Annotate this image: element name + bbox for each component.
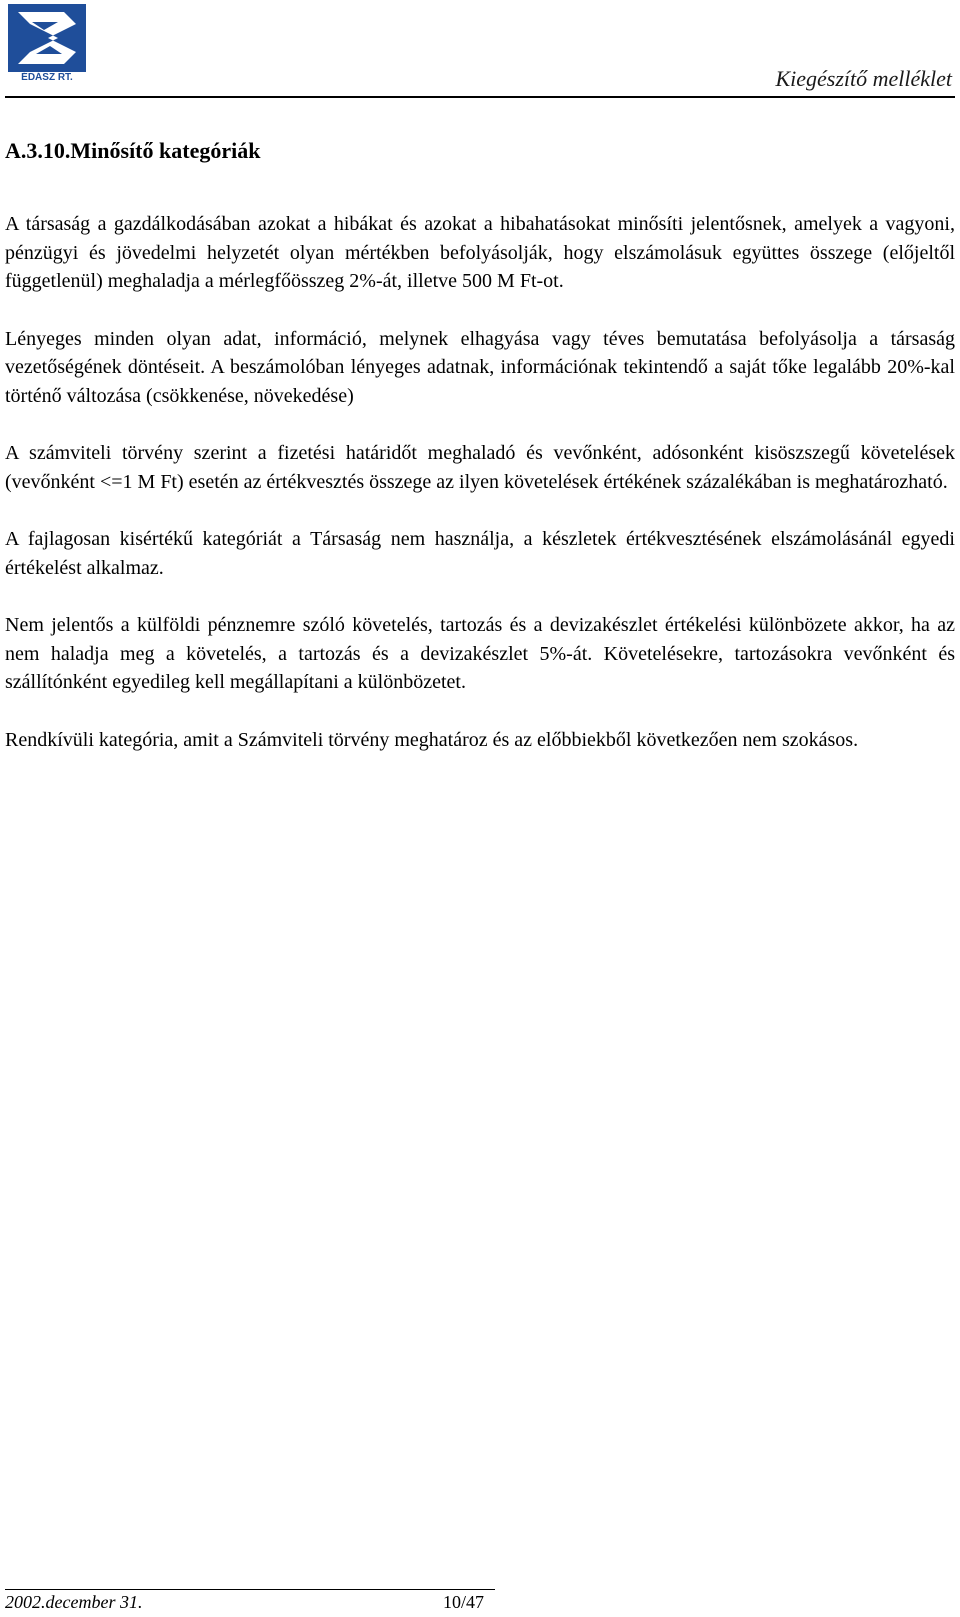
section-number: A.3.10. bbox=[5, 138, 71, 163]
edasz-logo bbox=[8, 4, 86, 86]
section-title: Minősítő kategóriák bbox=[70, 138, 261, 163]
logo-text: ÉDÁSZ RT. bbox=[21, 72, 73, 83]
page-header bbox=[0, 0, 960, 100]
footer-date: 2002.december 31. bbox=[5, 1592, 143, 1612]
page-number: 10/47 bbox=[443, 1592, 485, 1612]
paragraph: Rendkívüli kategória, amit a Számviteli törvény meghatároz és az előbbiekből következően nem szokásos. bbox=[5, 728, 859, 751]
paragraph: A számviteli törvény szerint a fizetési határidőt meghaladó és vevőnként, adósonként kisöszszegű követelések (vevőnként <=1 M Ft) esetén az értékvesztés összege az ilyen követelések értékének százalékában is meghatározható. bbox=[5, 442, 955, 493]
header-title: Kiegészítő melléklet bbox=[775, 66, 952, 91]
page-footer bbox=[5, 1589, 955, 1617]
paragraph: Nem jelentős a külföldi pénznemre szóló követelés, tartozás és a devizakészlet értékelési különbözete akkor, ha az nem haladja meg a követelés, a tartozás és a devizakészlet 5%-át. Követelésekre, tartozásokra vevőnként és szállítónként egyedileg kell megállapítani a különbözetet. bbox=[5, 614, 955, 693]
header-divider bbox=[5, 96, 955, 98]
paragraph: A társaság a gazdálkodásában azokat a hibákat és azokat a hibahatásokat minősíti jelentősnek, amelyek a vagyoni, pénzügyi és jövedelmi helyzetét olyan mértékben befolyásolják, hogy elszámolásuk együttes összege (előjeltől függetlenül) meghaladja a mérlegfőösszeg 2%-át, illetve 500 M Ft-ot. bbox=[5, 213, 955, 292]
page-content bbox=[5, 134, 955, 783]
paragraph: Lényeges minden olyan adat, információ, melynek elhagyása vagy téves bemutatása befolyásolja a társaság vezetőségének döntéseit. A beszámolóban lényeges adatnak, információnak tekintendő a saját tőke legalább 20%-kal történő változása (csökkenése, növekedése) bbox=[5, 327, 955, 407]
paragraph: A fajlagosan kisértékű kategóriát a Társaság nem használja, a készletek értékvesztésének elszámolásánál egyedi értékelést alkalmaz. bbox=[5, 528, 955, 579]
footer-divider bbox=[5, 1589, 495, 1590]
section-heading bbox=[5, 134, 955, 168]
